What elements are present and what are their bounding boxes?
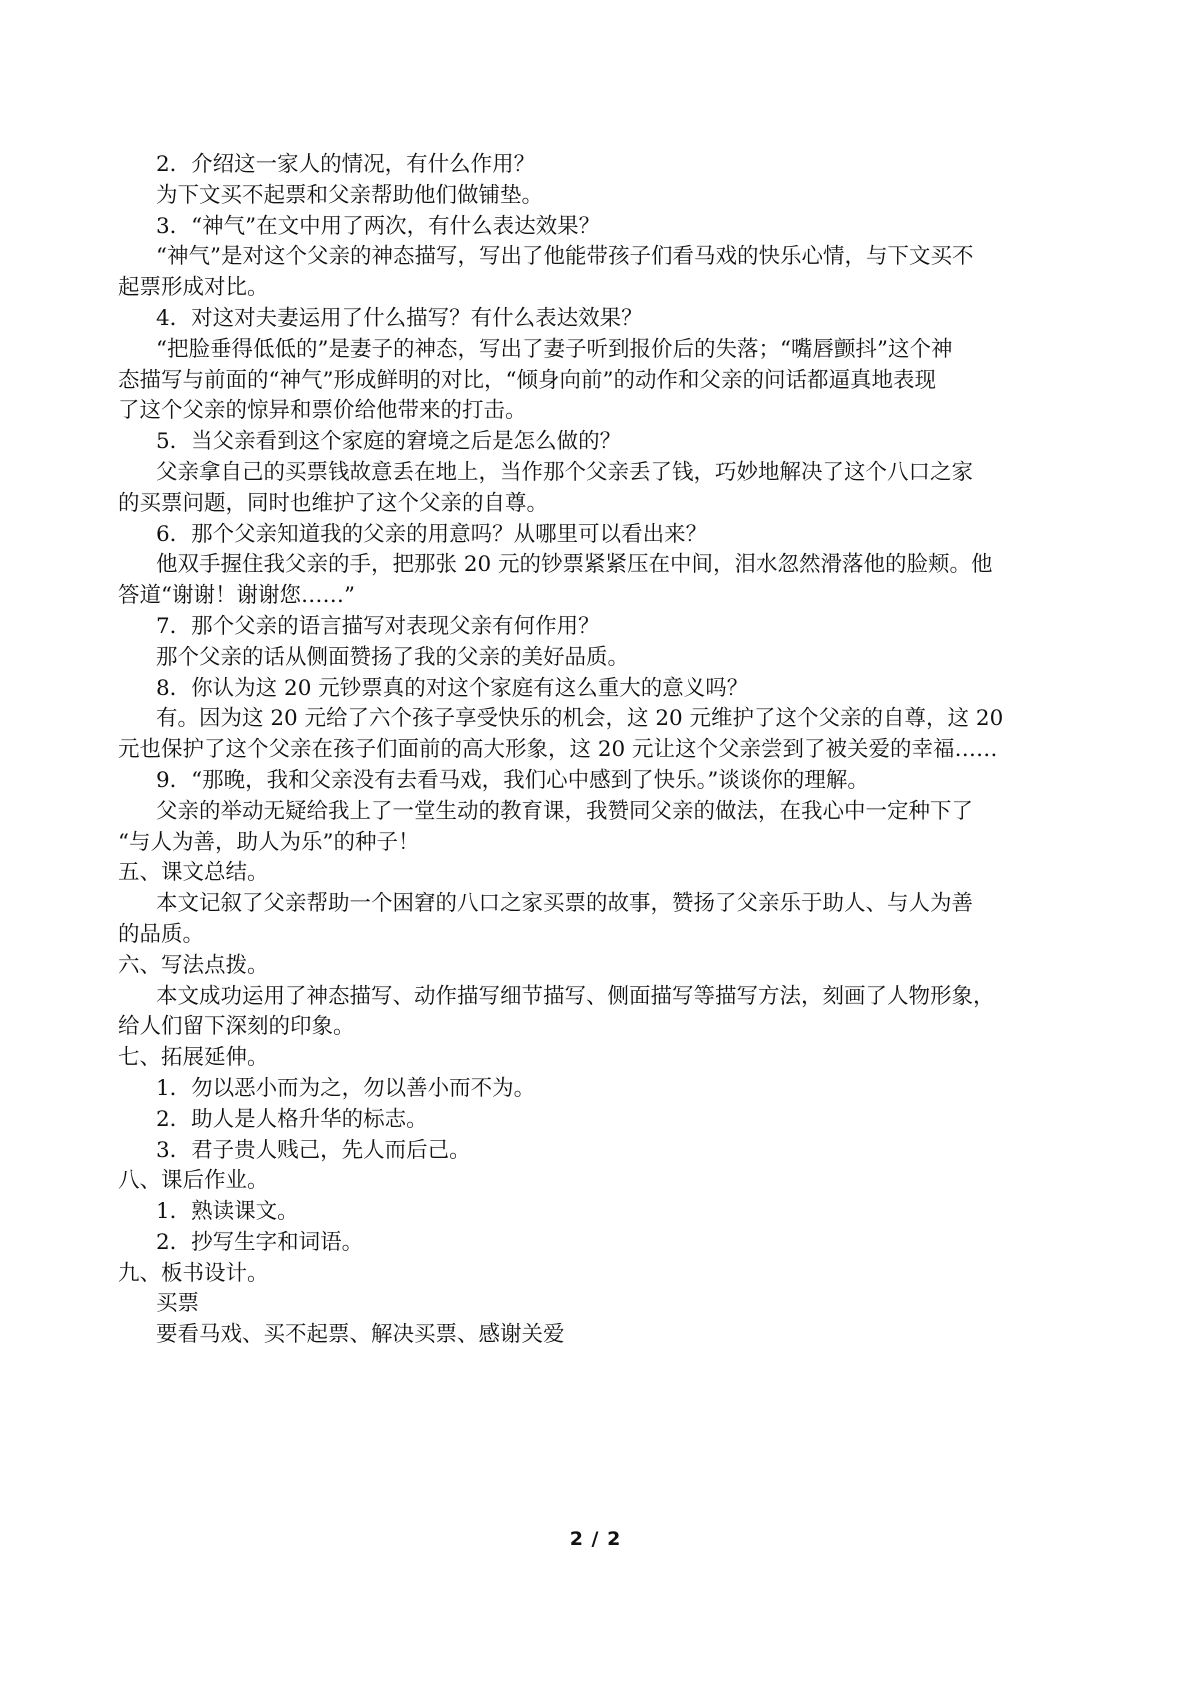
text-line: 的品质。 [118,921,205,947]
text-line: 买票 [156,1291,200,1317]
text-line: “与人为善，助人为乐”的种子！ [118,829,420,855]
text-line: 有。因为这 20 元给了六个孩子享受快乐的机会，这 20 元维护了这个父亲的自尊，这 20 [156,706,1004,732]
document-body [118,150,1078,1351]
text-line: 2．助人是人格升华的标志。 [156,1106,428,1132]
text-line: 父亲的举动无疑给我上了一堂生动的教育课，我赞同父亲的做法，在我心中一定种下了 [156,798,974,824]
text-line: 1．勿以恶小而为之，勿以善小而不为。 [156,1075,536,1101]
text-line: 的买票问题，同时也维护了这个父亲的自尊。 [118,490,549,516]
text-line: 本文成功运用了神态描写、动作描写细节描写、侧面描写等描写方法，刻画了人物形象， [156,983,995,1009]
text-line: 7．那个父亲的语言描写对表现父亲有何作用？ [156,613,600,639]
text-line: 3．“神气”在文中用了两次，有什么表达效果？ [156,213,601,239]
text-line: 那个父亲的话从侧面赞扬了我的父亲的美好品质。 [156,644,630,670]
text-line: “神气”是对这个父亲的神态描写，写出了他能带孩子们看马戏的快乐心情，与下文买不 [156,244,974,270]
text-line: “把脸垂得低低的”是妻子的神态，写出了妻子听到报价后的失落；“嘴唇颤抖”这个神 [156,336,953,362]
text-line: 为下文买不起票和父亲帮助他们做铺垫。 [156,182,544,208]
text-line: 答道“谢谢！谢谢您……” [118,583,355,609]
text-line: 了这个父亲的惊异和票价给他带来的打击。 [118,398,527,424]
text-line: 要看马戏、买不起票、解决买票、感谢关爱 [156,1322,565,1348]
text-line: 8．你认为这 20 元钞票真的对这个家庭有这么重大的意义吗？ [156,675,749,701]
text-line: 1．熟读课文。 [156,1199,299,1225]
text-line: 3．君子贵人贱己，先人而后己。 [156,1137,471,1163]
text-line: 2．抄写生字和词语。 [156,1229,364,1255]
text-line: 2．介绍这一家人的情况，有什么作用？ [156,152,536,177]
text-line: 他双手握住我父亲的手，把那张 20 元的钞票紧紧压在中间，泪水忽然滑落他的脸颊。他 [156,552,993,578]
text-line: 起票形成对比。 [118,275,269,301]
text-line: 4．对这对夫妻运用了什么描写？有什么表达效果？ [156,305,643,331]
text-line: 五、课文总结。 [118,860,269,886]
text-line: 元也保护了这个父亲在孩子们面前的高大形象，这 20 元让这个父亲尝到了被关爱的幸福…… [118,737,998,763]
text-line: 态描写与前面的“神气”形成鲜明的对比，“倾身向前”的动作和父亲的问话都逼真地表现 [118,367,936,393]
text-line: 九、板书设计。 [118,1260,269,1286]
text-line: 6．那个父亲知道我的父亲的用意吗？从哪里可以看出来？ [156,521,708,547]
text-line: 9．“那晚，我和父亲没有去看马戏，我们心中感到了快乐。”谈谈你的理解。 [156,767,869,793]
text-line: 六、写法点拨。 [118,952,269,978]
text-line: 父亲拿自己的买票钱故意丢在地上，当作那个父亲丢了钱，巧妙地解决了这个八口之家 [156,459,974,485]
text-line: 5．当父亲看到这个家庭的窘境之后是怎么做的？ [156,429,622,455]
text-line: 七、拓展延伸。 [118,1045,269,1071]
page-number: 2 / 2 [569,1528,622,1550]
text-line: 本文记叙了父亲帮助一个困窘的八口之家买票的故事，赞扬了父亲乐于助人、与人为善 [156,891,974,917]
text-line: 八、课后作业。 [118,1168,269,1194]
text-line: 给人们留下深刻的印象。 [118,1014,355,1040]
